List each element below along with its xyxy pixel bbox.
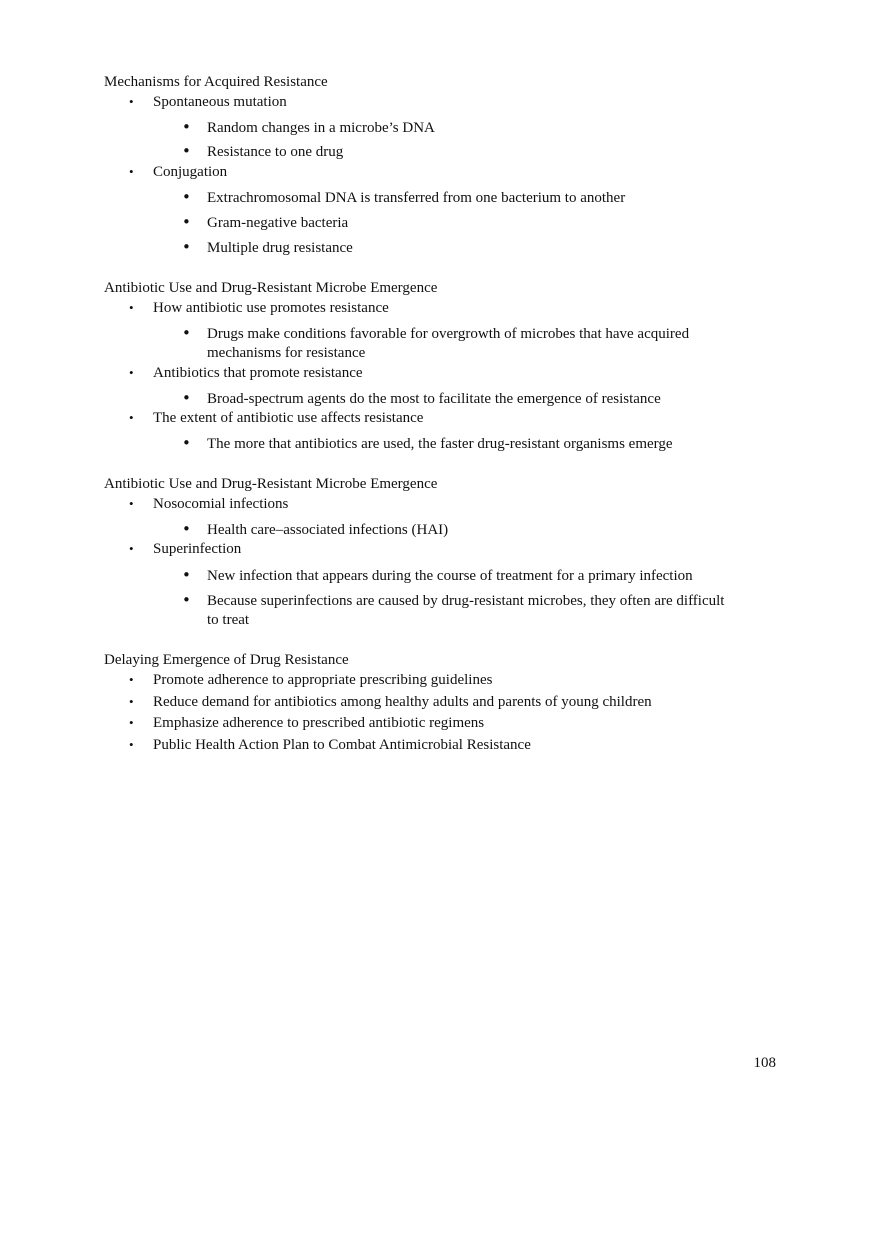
sub-list-item	[104, 239, 784, 258]
sub-list-item	[104, 435, 784, 454]
section-mechanisms	[104, 73, 784, 258]
bullet-icon: •	[129, 164, 134, 179]
list-item	[104, 409, 784, 427]
sub-list-item	[104, 325, 727, 363]
page-number: 108	[753, 1055, 776, 1071]
list-item-text: Reduce demand for antibiotics among healthy adults and parents of young children	[153, 694, 652, 710]
list-item-text: How antibiotic use promotes resistance	[153, 300, 389, 316]
sub-list-item-text: Resistance to one drug	[207, 144, 344, 160]
bullet-icon: •	[182, 591, 191, 609]
list-item	[104, 693, 784, 711]
sub-list-item-text: Random changes in a microbe’s DNA	[207, 120, 435, 136]
sub-list-item-text: New infection that appears during the course of treatment for a primary infection	[207, 568, 693, 584]
bullet-icon: •	[182, 238, 191, 256]
bullet-icon: •	[129, 694, 134, 709]
list-item	[104, 714, 784, 732]
list-item	[104, 495, 784, 513]
bullet-icon: •	[182, 389, 191, 407]
bullet-icon: •	[182, 520, 191, 538]
list-item	[104, 163, 784, 181]
bullet-icon: •	[129, 410, 134, 425]
sub-list-item-text: Health care–associated infections (HAI)	[207, 522, 449, 538]
list-item	[104, 299, 784, 317]
list-item-text: The extent of antibiotic use affects resistance	[153, 410, 424, 426]
bullet-icon: •	[129, 496, 134, 511]
sub-list-item-text: The more that antibiotics are used, the faster drug-resistant organisms emerge	[207, 436, 673, 452]
list-item	[104, 736, 784, 754]
sub-list-item	[104, 390, 784, 409]
sub-list-item-text: Multiple drug resistance	[207, 240, 353, 256]
section-heading: Mechanisms for Acquired Resistance	[104, 74, 328, 90]
section-antibiotic-use-2	[104, 475, 784, 630]
section-heading: Antibiotic Use and Drug-Resistant Microbe Emergence	[104, 280, 438, 296]
bullet-icon: •	[182, 142, 191, 160]
bullet-icon: •	[129, 94, 134, 109]
section-delaying-resistance	[104, 651, 784, 754]
bullet-icon: •	[182, 566, 191, 584]
section-heading: Delaying Emergence of Drug Resistance	[104, 652, 349, 668]
list-item-text: Nosocomial infections	[153, 496, 289, 512]
list-item	[104, 93, 784, 111]
sub-list-item-text: Broad-spectrum agents do the most to facilitate the emergence of resistance	[207, 391, 661, 407]
bullet-icon: •	[129, 300, 134, 315]
sub-list-item	[104, 143, 784, 162]
bullet-icon: •	[129, 541, 134, 556]
bullet-icon: •	[182, 324, 191, 342]
list-item-text: Public Health Action Plan to Combat Antimicrobial Resistance	[153, 737, 531, 753]
section-antibiotic-use-1	[104, 279, 784, 454]
bullet-icon: •	[129, 672, 134, 687]
list-item	[104, 364, 784, 382]
sub-list-item-text: Extrachromosomal DNA is transferred from one bacterium to another	[207, 190, 626, 206]
sub-list-item	[104, 592, 727, 630]
list-item	[104, 540, 784, 558]
sub-list-item-text: Gram-negative bacteria	[207, 215, 349, 231]
bullet-icon: •	[129, 715, 134, 730]
list-item-text: Conjugation	[153, 164, 228, 180]
sub-list-item	[104, 189, 784, 208]
list-item-text: Antibiotics that promote resistance	[153, 365, 363, 381]
sub-list-item	[104, 214, 784, 233]
bullet-icon: •	[182, 434, 191, 452]
bullet-icon: •	[182, 213, 191, 231]
list-item-text: Spontaneous mutation	[153, 94, 287, 110]
section-heading: Antibiotic Use and Drug-Resistant Microbe Emergence	[104, 476, 438, 492]
sub-list-item-text: Because superinfections are caused by drug-resistant microbes, they often are difficult to treat	[207, 593, 725, 628]
sub-list-item	[104, 521, 784, 540]
list-item-text: Promote adherence to appropriate prescribing guidelines	[153, 672, 493, 688]
list-item-text: Superinfection	[153, 541, 242, 557]
bullet-icon: •	[182, 118, 191, 136]
sub-list-item	[104, 567, 784, 586]
sub-list-item	[104, 119, 784, 138]
list-item-text: Emphasize adherence to prescribed antibiotic regimens	[153, 715, 485, 731]
bullet-icon: •	[182, 188, 191, 206]
bullet-icon: •	[129, 365, 134, 380]
bullet-icon: •	[129, 737, 134, 752]
sub-list-item-text: Drugs make conditions favorable for overgrowth of microbes that have acquired mechanisms for resistance	[207, 326, 690, 361]
list-item	[104, 671, 784, 689]
